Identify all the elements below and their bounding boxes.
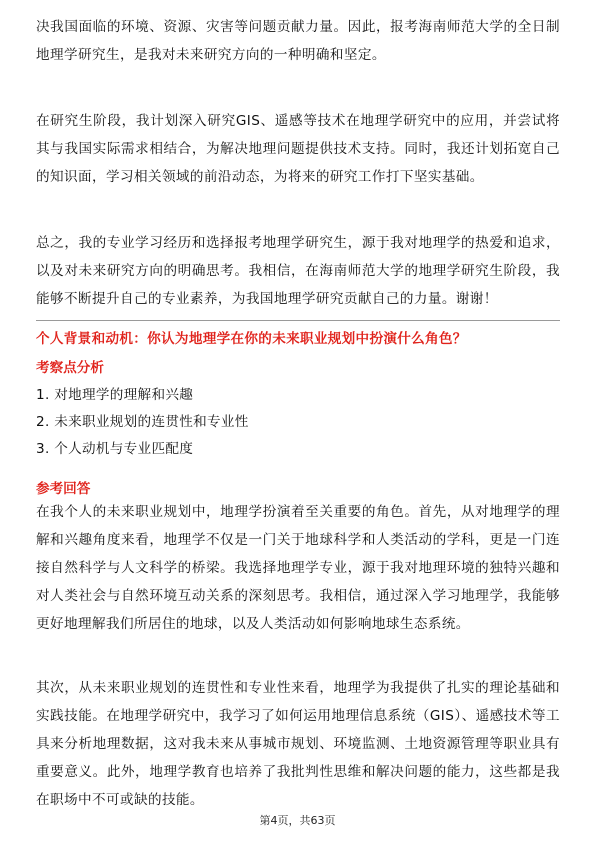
analysis-point: 3. 个人动机与专业匹配度 [36, 441, 194, 457]
analysis-point: 1. 对地理学的理解和兴趣 [36, 387, 194, 403]
answer-paragraph-2: 其次，从未来职业规划的连贯性和专业性来看，地理学为我提供了扎实的理论基础和实践技能。在地理学研究中，我学习了如何运用地理信息系统（GIS）、遥感技术等工具来分析地理数据，这对我未来从事城市规划、环境监测、土地资源管理等职业具有重要意义。此外，地理学教育也培养了我批判性思维和解决问题的能力，这些都是我在职场中不可或缺的技能。 [36, 680, 560, 808]
analysis-heading: 考察点分析 [36, 360, 104, 376]
paragraph-conclusion: 总之，我的专业学习经历和选择报考地理学研究生，源于我对地理学的热爱和追求，以及对未来研究方向的明确思考。我相信，在海南师范大学的地理学研究生阶段，我能够不断提升自己的专业素养，为我国地理学研究贡献自己的力量。谢谢！ [36, 235, 560, 307]
paragraph-continued: 决我国面临的环境、资源、灾害等问题贡献力量。因此，报考海南师范大学的全日制地理学研究生，是我对未来研究方向的一种明确和坚定。 [36, 19, 560, 63]
section-divider [36, 320, 560, 321]
question-title: 个人背景和动机：你认为地理学在你的未来职业规划中扮演什么角色？ [36, 331, 467, 347]
analysis-points-list [36, 382, 249, 463]
paragraph-study-plan: 在研究生阶段，我计划深入研究GIS、遥感等技术在地理学研究中的应用，并尝试将其与我国实际需求相结合，为解决地理问题提供技术支持。同时，我还计划拓宽自己的知识面，学习相关领域的前沿动态，为将来的研究工作打下坚实基础。 [36, 113, 560, 185]
page-footer: 第4页，共63页 [259, 814, 336, 827]
answer-paragraph-1: 在我个人的未来职业规划中，地理学扮演着至关重要的角色。首先，从对地理学的理解和兴趣角度来看，地理学不仅是一门关于地球科学和人类活动的学科，更是一门连接自然科学与人文科学的桥梁。我选择地理学专业，源于我对地理环境的独特兴趣和对人类社会与自然环境互动关系的深刻思考。我相信，通过深入学习地理学，我能够更好地理解我们所居住的地球，以及人类活动如何影响地球生态系统。 [36, 504, 560, 632]
answer-heading: 参考回答 [36, 481, 91, 497]
analysis-point: 2. 未来职业规划的连贯性和专业性 [36, 414, 249, 430]
